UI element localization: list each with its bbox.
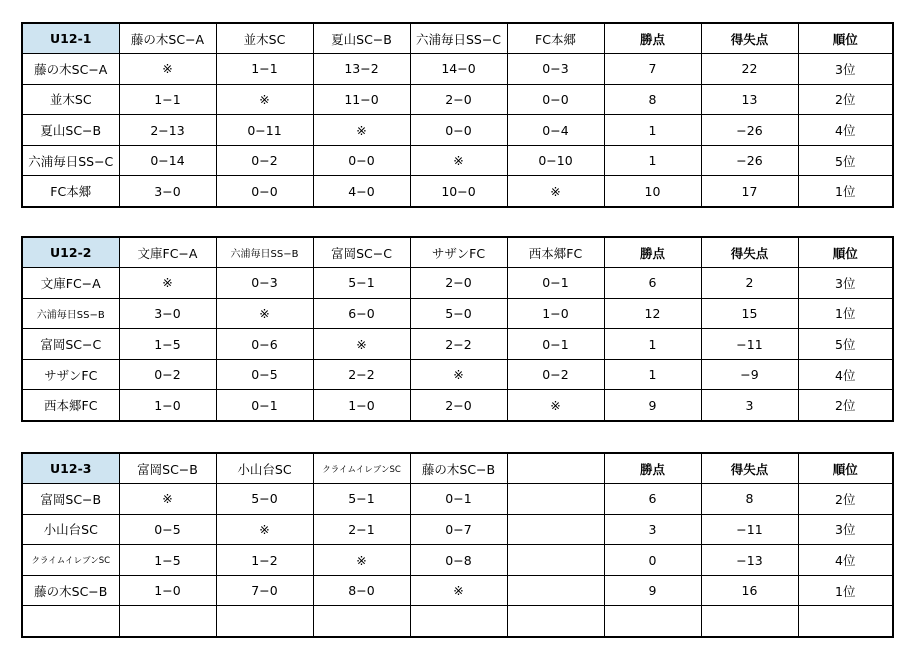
goal-diff: 2	[701, 268, 798, 299]
match-result: 2−2	[410, 329, 507, 360]
match-result: ※	[313, 115, 410, 146]
match-result: 0−3	[507, 54, 604, 85]
match-result: ※	[313, 329, 410, 360]
match-result: ※	[410, 145, 507, 176]
rank: 3位	[798, 514, 893, 545]
match-result	[507, 484, 604, 515]
goal-diff: 17	[701, 176, 798, 207]
points-header: 勝点	[604, 23, 701, 54]
match-result: 2−1	[313, 514, 410, 545]
match-result: ※	[507, 390, 604, 421]
rank: 1位	[798, 298, 893, 329]
header-row	[22, 453, 893, 484]
match-result: 3−0	[119, 176, 216, 207]
goal-diff: −13	[701, 545, 798, 576]
match-result	[410, 606, 507, 637]
goal-diff	[701, 606, 798, 637]
column-header: 富岡SC−C	[313, 237, 410, 268]
column-header: 藤の木SC−A	[119, 23, 216, 54]
table-row	[22, 298, 893, 329]
team-name: 文庫FC−A	[22, 268, 119, 299]
header-row	[22, 23, 893, 54]
team-name: 富岡SC−B	[22, 484, 119, 515]
points: 7	[604, 54, 701, 85]
match-result: 4−0	[313, 176, 410, 207]
table-row	[22, 115, 893, 146]
match-result: 2−13	[119, 115, 216, 146]
table-row	[22, 575, 893, 606]
rank: 3位	[798, 54, 893, 85]
points: 1	[604, 145, 701, 176]
column-header: 六浦毎日SS−B	[216, 237, 313, 268]
rank: 2位	[798, 84, 893, 115]
column-header: 並木SC	[216, 23, 313, 54]
table-row	[22, 54, 893, 85]
header-row	[22, 237, 893, 268]
points	[604, 606, 701, 637]
match-result: ※	[313, 545, 410, 576]
rank: 4位	[798, 359, 893, 390]
table-row	[22, 545, 893, 576]
match-result: 0−6	[216, 329, 313, 360]
rank: 3位	[798, 268, 893, 299]
table-row	[22, 514, 893, 545]
goal-diff: −26	[701, 145, 798, 176]
match-result	[507, 514, 604, 545]
league-table-u12-1	[21, 22, 894, 208]
match-result: ※	[216, 298, 313, 329]
team-name: 富岡SC−C	[22, 329, 119, 360]
match-result	[119, 606, 216, 637]
match-result: 0−4	[507, 115, 604, 146]
goal-diff: 13	[701, 84, 798, 115]
column-header: 西本郷FC	[507, 237, 604, 268]
goal-diff: 22	[701, 54, 798, 85]
rank: 2位	[798, 390, 893, 421]
match-result	[313, 606, 410, 637]
group-label: U12-1	[22, 23, 119, 54]
match-result: 0−10	[507, 145, 604, 176]
rank	[798, 606, 893, 637]
match-result: 5−1	[313, 484, 410, 515]
match-result: 0−1	[216, 390, 313, 421]
match-result: 0−8	[410, 545, 507, 576]
points: 12	[604, 298, 701, 329]
team-name: FC本郷	[22, 176, 119, 207]
match-result: 0−2	[119, 359, 216, 390]
team-name	[22, 606, 119, 637]
rank-header: 順位	[798, 23, 893, 54]
points: 6	[604, 484, 701, 515]
goal-diff: −9	[701, 359, 798, 390]
match-result: 8−0	[313, 575, 410, 606]
group-label: U12-2	[22, 237, 119, 268]
rank: 4位	[798, 115, 893, 146]
goal-diff-header: 得失点	[701, 453, 798, 484]
match-result: 1−5	[119, 329, 216, 360]
table-row	[22, 484, 893, 515]
table-row	[22, 606, 893, 637]
match-result: 1−1	[216, 54, 313, 85]
table-row	[22, 84, 893, 115]
goal-diff-header: 得失点	[701, 237, 798, 268]
team-name: 六浦毎日SS−C	[22, 145, 119, 176]
column-header: 藤の木SC−B	[410, 453, 507, 484]
goal-diff: 15	[701, 298, 798, 329]
goal-diff: −11	[701, 329, 798, 360]
match-result: ※	[410, 575, 507, 606]
team-name: 夏山SC−B	[22, 115, 119, 146]
match-result: 13−2	[313, 54, 410, 85]
match-result: ※	[410, 359, 507, 390]
match-result: 7−0	[216, 575, 313, 606]
table-row	[22, 359, 893, 390]
rank: 5位	[798, 145, 893, 176]
match-result: 0−0	[410, 115, 507, 146]
points: 9	[604, 390, 701, 421]
match-result: 0−2	[507, 359, 604, 390]
match-result: 10−0	[410, 176, 507, 207]
match-result: 14−0	[410, 54, 507, 85]
match-result: 0−7	[410, 514, 507, 545]
points: 0	[604, 545, 701, 576]
match-result: 0−0	[507, 84, 604, 115]
column-header: 富岡SC−B	[119, 453, 216, 484]
match-result: 0−2	[216, 145, 313, 176]
team-name: クライムイレブンSC	[22, 545, 119, 576]
match-result: 0−14	[119, 145, 216, 176]
column-header: FC本郷	[507, 23, 604, 54]
table-row	[22, 329, 893, 360]
points: 1	[604, 115, 701, 146]
rank-header: 順位	[798, 237, 893, 268]
match-result: ※	[119, 484, 216, 515]
match-result: 0−5	[119, 514, 216, 545]
column-header	[507, 453, 604, 484]
rank: 2位	[798, 484, 893, 515]
match-result	[507, 545, 604, 576]
goal-diff-header: 得失点	[701, 23, 798, 54]
match-result: 1−5	[119, 545, 216, 576]
points: 8	[604, 84, 701, 115]
points-header: 勝点	[604, 237, 701, 268]
match-result	[507, 606, 604, 637]
team-name: 藤の木SC−B	[22, 575, 119, 606]
match-result: 2−2	[313, 359, 410, 390]
match-result: 0−1	[507, 329, 604, 360]
match-result: 0−1	[507, 268, 604, 299]
match-result: 0−3	[216, 268, 313, 299]
column-header: 六浦毎日SS−C	[410, 23, 507, 54]
match-result: 0−0	[313, 145, 410, 176]
points-header: 勝点	[604, 453, 701, 484]
team-name: 藤の木SC−A	[22, 54, 119, 85]
match-result: ※	[119, 54, 216, 85]
league-table-u12-2	[21, 236, 894, 422]
points: 9	[604, 575, 701, 606]
rank: 4位	[798, 545, 893, 576]
goal-diff: 16	[701, 575, 798, 606]
match-result: ※	[119, 268, 216, 299]
match-result: 1−0	[313, 390, 410, 421]
goal-diff: 8	[701, 484, 798, 515]
match-result: 11−0	[313, 84, 410, 115]
team-name: 並木SC	[22, 84, 119, 115]
rank: 1位	[798, 575, 893, 606]
match-result: 1−0	[119, 390, 216, 421]
rank-header: 順位	[798, 453, 893, 484]
match-result: 2−0	[410, 390, 507, 421]
points: 3	[604, 514, 701, 545]
column-header: サザンFC	[410, 237, 507, 268]
match-result	[216, 606, 313, 637]
group-label: U12-3	[22, 453, 119, 484]
match-result	[507, 575, 604, 606]
team-name: 西本郷FC	[22, 390, 119, 421]
match-result: 0−11	[216, 115, 313, 146]
rank: 1位	[798, 176, 893, 207]
rank: 5位	[798, 329, 893, 360]
table-row	[22, 268, 893, 299]
match-result: 0−5	[216, 359, 313, 390]
column-header: 夏山SC−B	[313, 23, 410, 54]
goal-diff: −26	[701, 115, 798, 146]
points: 10	[604, 176, 701, 207]
match-result: 1−2	[216, 545, 313, 576]
table-row	[22, 176, 893, 207]
team-name: サザンFC	[22, 359, 119, 390]
team-name: 小山台SC	[22, 514, 119, 545]
match-result: 1−0	[119, 575, 216, 606]
table-row	[22, 145, 893, 176]
column-header: 小山台SC	[216, 453, 313, 484]
match-result: 1−1	[119, 84, 216, 115]
match-result: ※	[216, 84, 313, 115]
match-result: 0−0	[216, 176, 313, 207]
points: 1	[604, 329, 701, 360]
match-result: 6−0	[313, 298, 410, 329]
column-header: クライムイレブンSC	[313, 453, 410, 484]
match-result: 5−0	[410, 298, 507, 329]
goal-diff: −11	[701, 514, 798, 545]
match-result: 1−0	[507, 298, 604, 329]
match-result: 5−0	[216, 484, 313, 515]
match-result: 0−1	[410, 484, 507, 515]
match-result: 2−0	[410, 84, 507, 115]
match-result: 5−1	[313, 268, 410, 299]
match-result: 2−0	[410, 268, 507, 299]
points: 1	[604, 359, 701, 390]
match-result: ※	[507, 176, 604, 207]
team-name: 六浦毎日SS−B	[22, 298, 119, 329]
points: 6	[604, 268, 701, 299]
match-result: ※	[216, 514, 313, 545]
column-header: 文庫FC−A	[119, 237, 216, 268]
league-table-u12-3	[21, 452, 894, 638]
table-row	[22, 390, 893, 421]
match-result: 3−0	[119, 298, 216, 329]
goal-diff: 3	[701, 390, 798, 421]
